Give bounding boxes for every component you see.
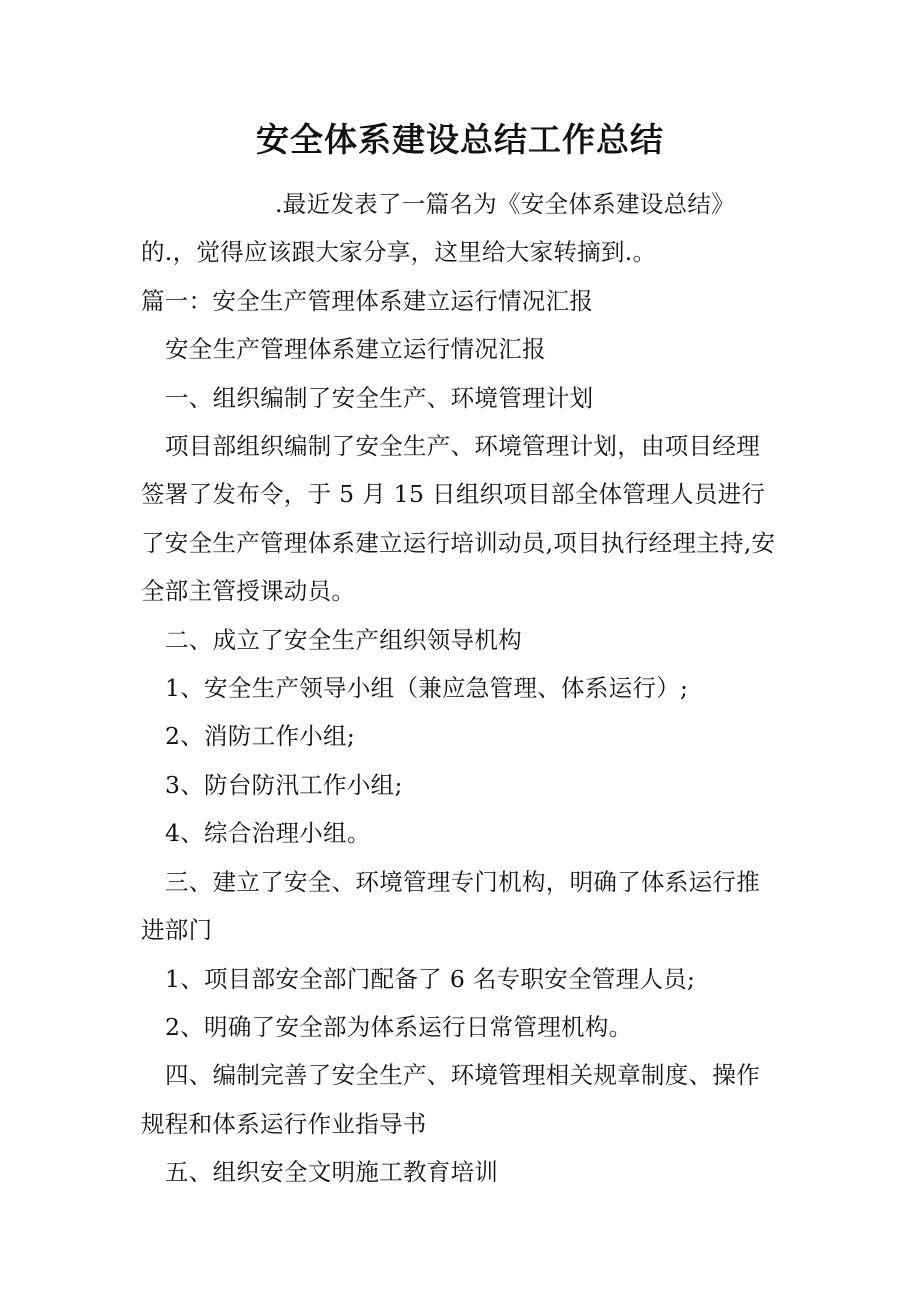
list-item: 3、防台防汛工作小组; [165, 770, 403, 799]
section-heading-1: 一、组织编制了安全生产、环境管理计划 [165, 383, 594, 412]
list-item: 1、项目部安全部门配备了 6 名专职安全管理人员; [165, 964, 696, 993]
document-body [141, 180, 781, 1197]
section-heading-2: 二、成立了安全生产组织领导机构 [165, 625, 522, 654]
report-title: 安全生产管理体系建立运行情况汇报 [165, 335, 546, 364]
section-heading-5: 五、组织安全文明施工教育培训 [165, 1158, 499, 1187]
document-title: 安全体系建设总结工作总结 [256, 120, 664, 159]
section-paragraph-1: 项目部组织编制了安全生产、环境管理计划，由项目经理签署了发布令，于 5 月 15 日组织项目部全体管理人员进行了安全生产管理体系建立运行培训动员,项目执行经理主持,安全部主管授课动员。 [141, 432, 776, 606]
section-heading-4: 四、编制完善了安全生产、环境管理相关规章制度、操作规程和体系运行作业指导书 [141, 1061, 760, 1138]
list-item: 4、综合治理小组。 [165, 819, 371, 848]
list-item: 2、明确了安全部为体系运行日常管理机构。 [165, 1012, 633, 1041]
list-item: 2、消防工作小组; [165, 722, 356, 751]
section-heading-3: 三、建立了安全、环境管理专门机构，明确了体系运行推进部门 [141, 867, 760, 945]
intro-paragraph: .最近发表了一篇名为《安全体系建设总结》的.，觉得应该跟大家分享，这里给大家转摘到.。 [141, 190, 735, 267]
chapter-heading: 篇一：安全生产管理体系建立运行情况汇报 [141, 286, 594, 315]
list-item: 1、安全生产领导小组（兼应急管理、体系运行）; [165, 674, 689, 703]
